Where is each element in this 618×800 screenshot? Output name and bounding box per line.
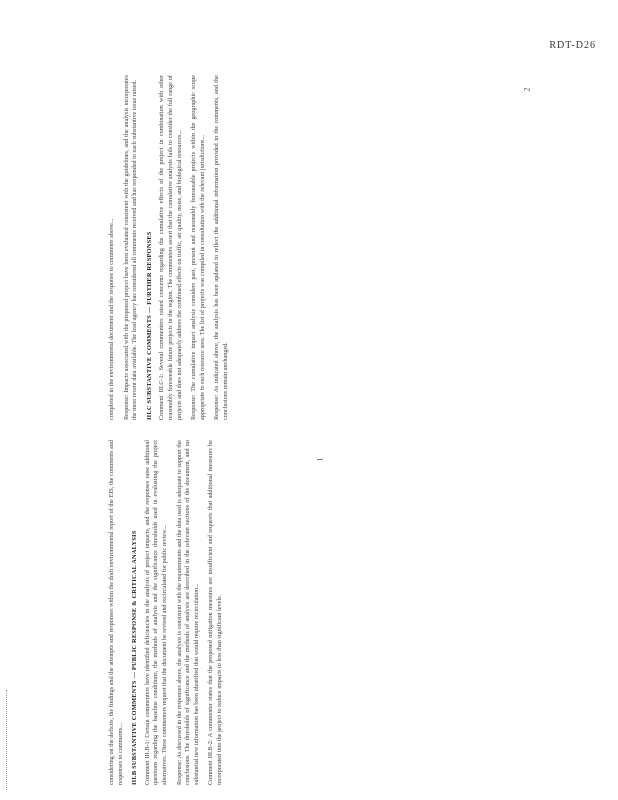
scan-margin-marks — [6, 690, 11, 790]
left-paragraph: Response: As discussed in the responses above, the analysis is consistent with the requirements and the data used is adequate to support the conclusions. The thresholds of significance and the methods of analysis are described in the relevant sections of the document, and no substantial new information has been identified that would require recirculation... — [175, 440, 200, 785]
left-section-heading: III.B SUBSTANTIVE COMMENTS — PUBLIC RESPONSE & CRITICAL ANALYSIS — [131, 530, 139, 785]
left-column — [108, 440, 358, 785]
right-section-heading: III.C SUBSTANTIVE COMMENTS — FURTHER RESPONSES — [145, 231, 153, 420]
left-page-number: 1 — [315, 457, 325, 462]
right-paragraph: Response: As indicated above, the analysis has been updated to reflect the additional information provided in the comments, and the conclusions remain unchanged. — [213, 75, 229, 420]
document-id: RDT-D26 — [549, 40, 596, 51]
right-paragraph: Response: The cumulative impact analysis considers past, present and reasonably foreseeable projects within the geographic scope appropriate to each resource area. The list of projects was compiled in consultation with the relevant jurisdictions... — [190, 75, 206, 420]
left-paragraph: considering on the deficits, the findings and the attempts and responses within the draft environmental report of the EIS, the comments and responses to comments... — [108, 440, 124, 785]
right-paragraph: completed in the environmental document and the response to comments above... — [108, 218, 115, 420]
right-page-number: 2 — [522, 87, 532, 92]
right-paragraph: Response: Impacts associated with the proposed project have been evaluated consistent with the guidelines, and the analysis incorporates the most recent data available. The lead agency has considered all comments received and has responded to each substantive issue raised. — [122, 75, 139, 420]
right-paragraph: Comment III.C-1: Several commenters raised concerns regarding the cumulative effects of the project in combination with other reasonably foreseeable future projects in the region. The commenters assert that the cumulative analysis fails to consider the full range of projects and does not adequately address the combined effects on traffic, air quality, noise, and biological resources... — [158, 75, 183, 420]
left-paragraph: Comment III.B-2: A commenter states that the proposed mitigation measures are insufficient and requests that additional measures be incorporated into the project to reduce impacts to less than significant levels. — [207, 440, 223, 785]
left-paragraph: Comment III.B-1: Certain commenters have identified deficiencies in the analysis of project impacts, and the responses raise additional questions regarding the baseline conditions, the methods of analysis and the significance thresholds used in evaluating the project alternatives. These commenters request that the document be revised and recirculated for public review... — [143, 440, 168, 785]
right-column — [108, 75, 503, 420]
